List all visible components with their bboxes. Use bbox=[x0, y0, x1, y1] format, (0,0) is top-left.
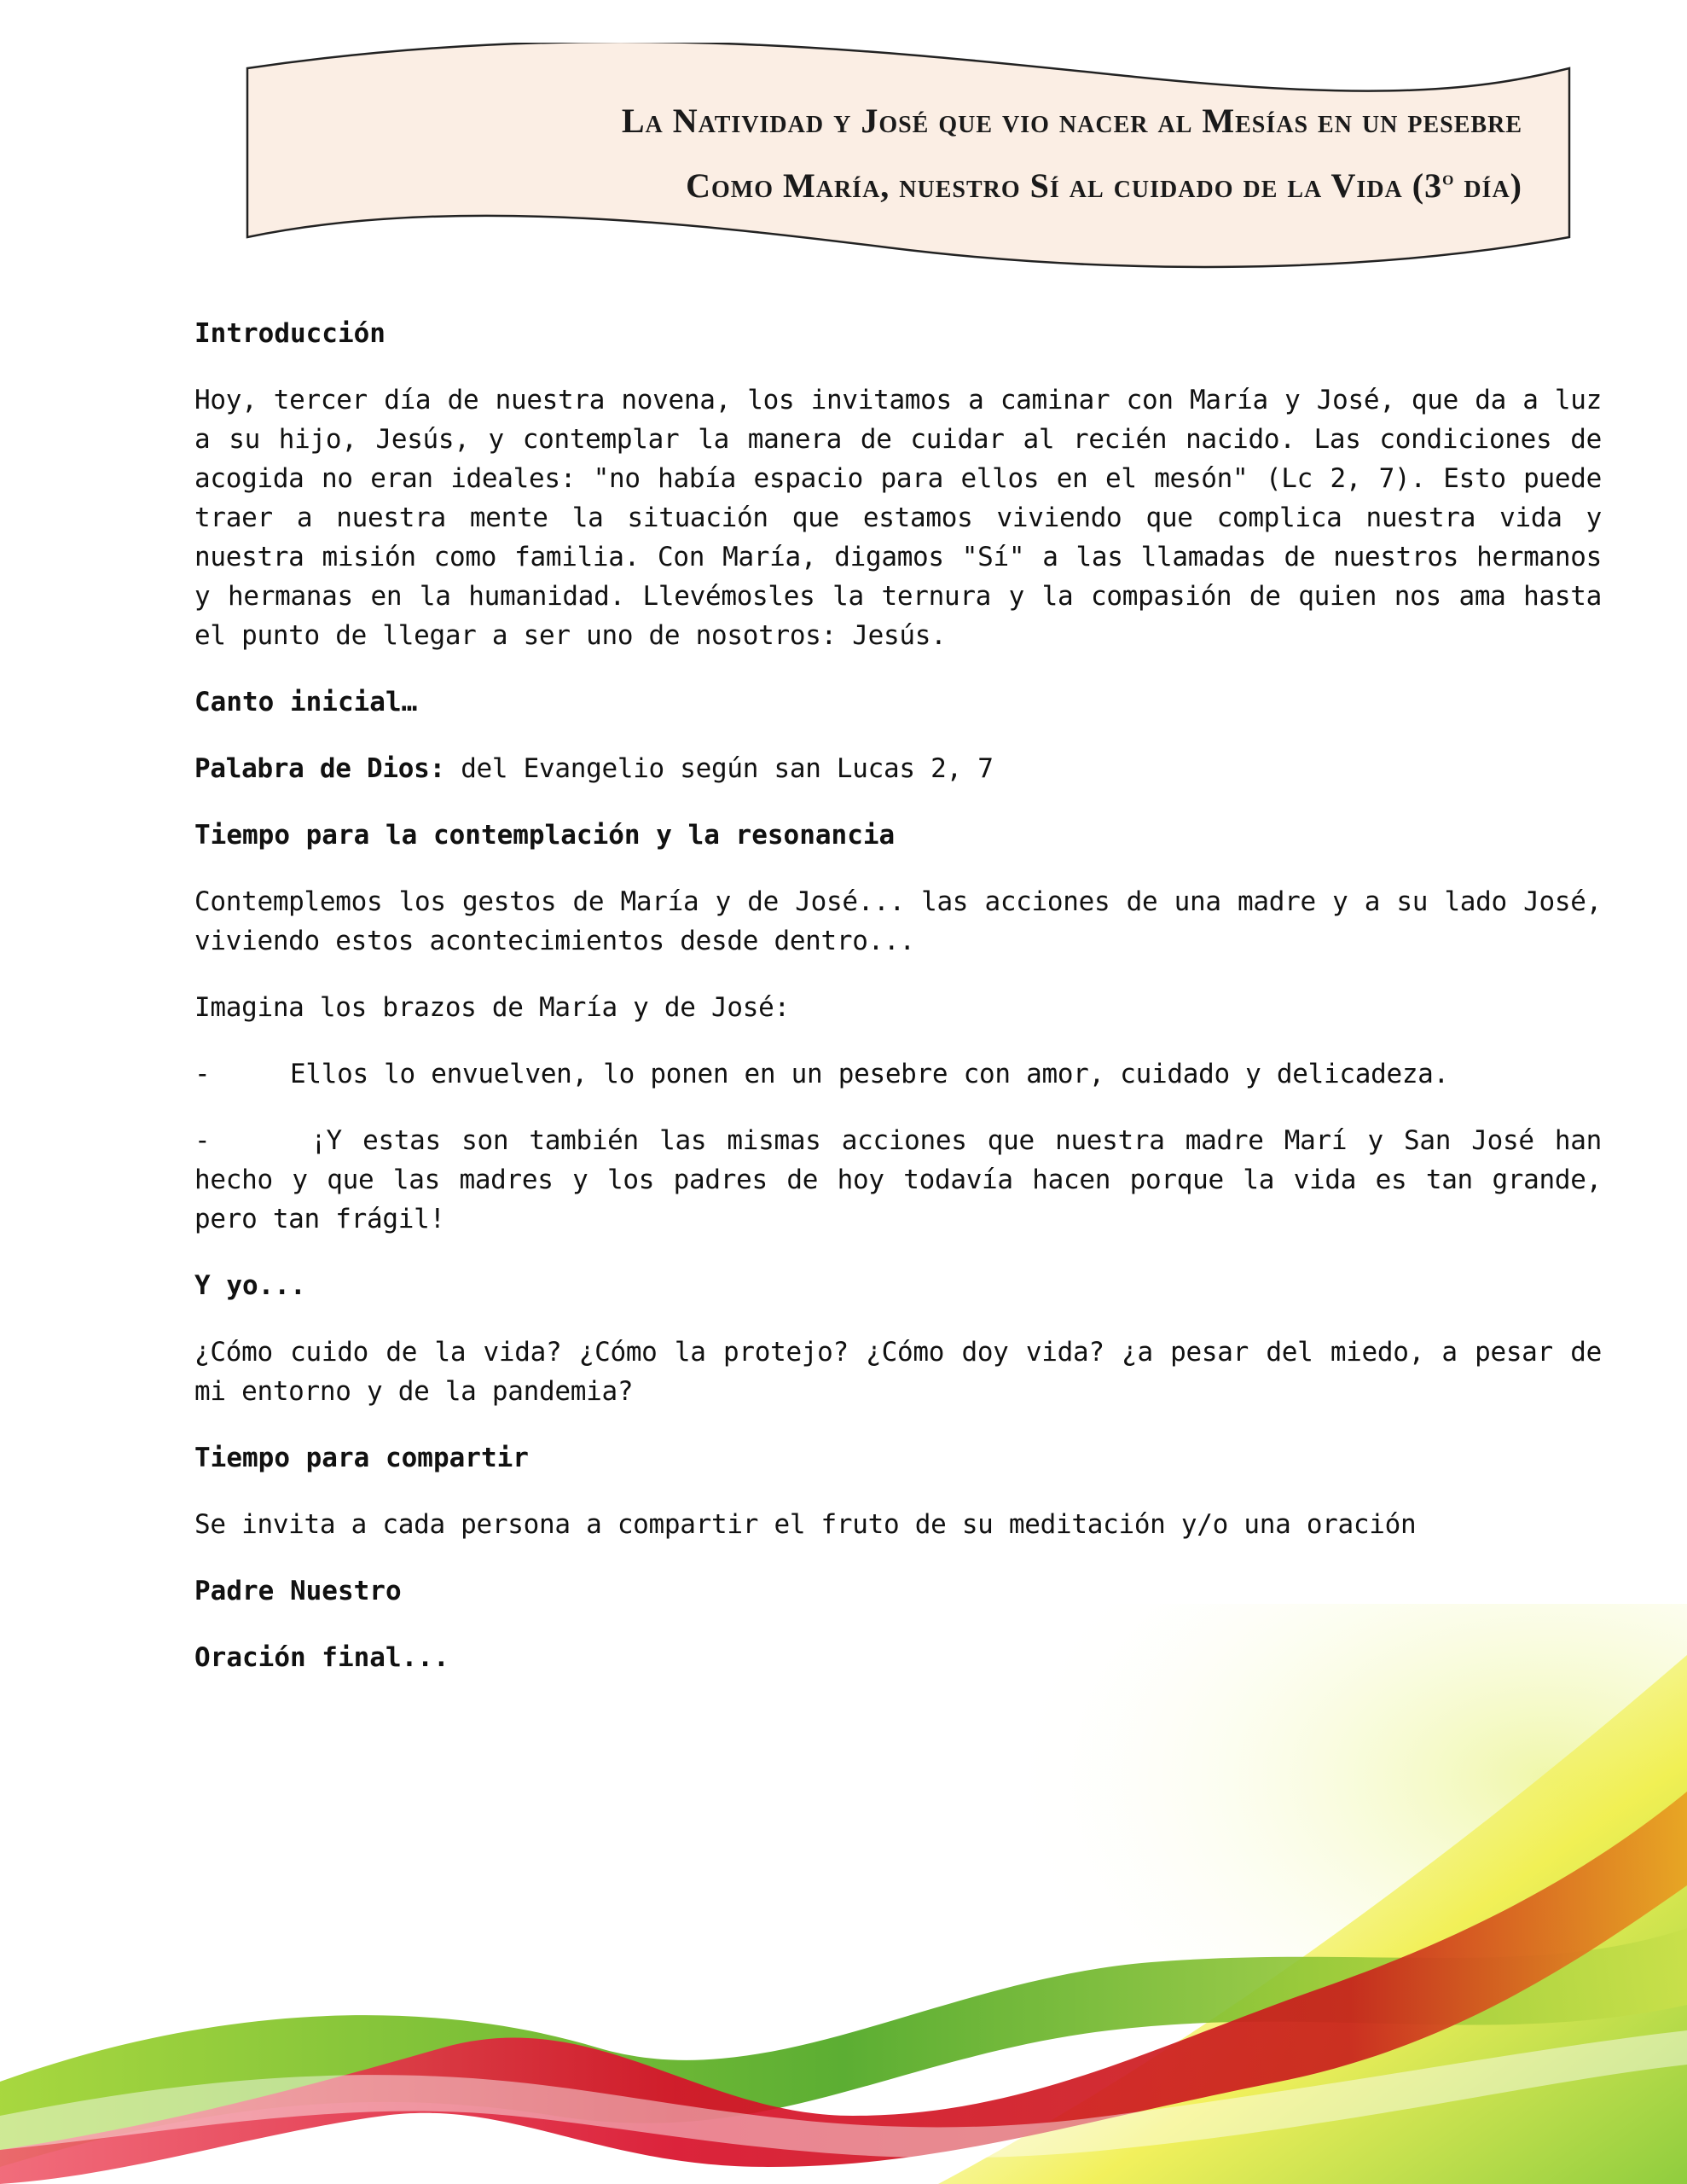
padre-heading: Padre Nuestro bbox=[194, 1576, 402, 1606]
banner-line-2-end: día) bbox=[1454, 166, 1522, 205]
bullet-item bbox=[194, 1121, 1602, 1239]
bullet-text: ¡Y estas son también las mismas acciones que nuestra madre Marí y San José han hecho y que las madres y los padres de hoy todavía hacen porque la vida es tan grande, pero tan frágil! bbox=[194, 1125, 1602, 1234]
yyo-paragraph: ¿Cómo cuido de la vida? ¿Cómo la protejo? ¿Cómo doy vida? ¿a pesar del miedo, a pesar de mi entorno y de la pandemia? bbox=[194, 1337, 1602, 1407]
contemplacion-heading: Tiempo para la contemplación y la resonancia bbox=[194, 820, 896, 851]
bullet-item bbox=[194, 1054, 1602, 1094]
banner-line-2-text: Como María, nuestro Sí al cuidado de la Vida (3 bbox=[686, 166, 1443, 205]
bullet-dash: - bbox=[194, 1059, 211, 1089]
imagina-paragraph: Imagina los brazos de María y de José: bbox=[194, 992, 790, 1023]
banner-title-line-2 bbox=[686, 166, 1522, 206]
compartir-paragraph: Se invita a cada persona a compartir el fruto de su meditación y/o una oración bbox=[194, 1509, 1417, 1540]
palabra-text: del Evangelio según san Lucas 2, 7 bbox=[444, 753, 994, 784]
bullet-text: Ellos lo envuelven, lo ponen en un pesebre con amor, cuidado y delicadeza. bbox=[290, 1059, 1449, 1089]
palabra-lead: Palabra de Dios: bbox=[194, 753, 445, 784]
banner-ordinal-sup: o bbox=[1442, 167, 1455, 190]
document-body bbox=[194, 314, 1602, 1705]
yyo-heading: Y yo... bbox=[194, 1270, 306, 1301]
compartir-heading: Tiempo para compartir bbox=[194, 1443, 529, 1473]
intro-paragraph: Hoy, tercer día de nuestra novena, los invitamos a caminar con María y José, que da a luz a su hijo, Jesús, y contemplar la manera de cuidar al recién nacido. Las condiciones de acogida no eran ideales: "no había espacio para ellos en el mesón" (Lc 2, 7). Esto puede traer a nuestra mente la situación que estamos viviendo que complica nuestra vida y nuestra misión como familia. Con María, digamos "Sí" a las llamadas de nuestros hermanos y hermanas en la humanidad. Llevémosles la ternura y la compasión de quien nos ama hasta el punto de llegar a ser uno de nosotros: Jesús. bbox=[194, 385, 1602, 651]
title-banner bbox=[239, 43, 1578, 282]
intro-heading: Introducción bbox=[194, 318, 386, 349]
palabra-paragraph bbox=[194, 749, 1602, 788]
banner-title-line-1: La Natividad y José que vio nacer al Mesías en un pesebre bbox=[621, 102, 1522, 140]
oracion-heading: Oración final... bbox=[194, 1642, 449, 1673]
banner-scroll-shape bbox=[239, 43, 1578, 282]
decorative-waves bbox=[0, 1604, 1687, 2184]
canto-heading: Canto inicial… bbox=[194, 687, 418, 717]
contemplacion-paragraph: Contemplemos los gestos de María y de José... las acciones de una madre y a su lado José, viviendo estos acontecimientos desde dentro... bbox=[194, 886, 1602, 956]
bullet-dash: - bbox=[194, 1125, 211, 1156]
